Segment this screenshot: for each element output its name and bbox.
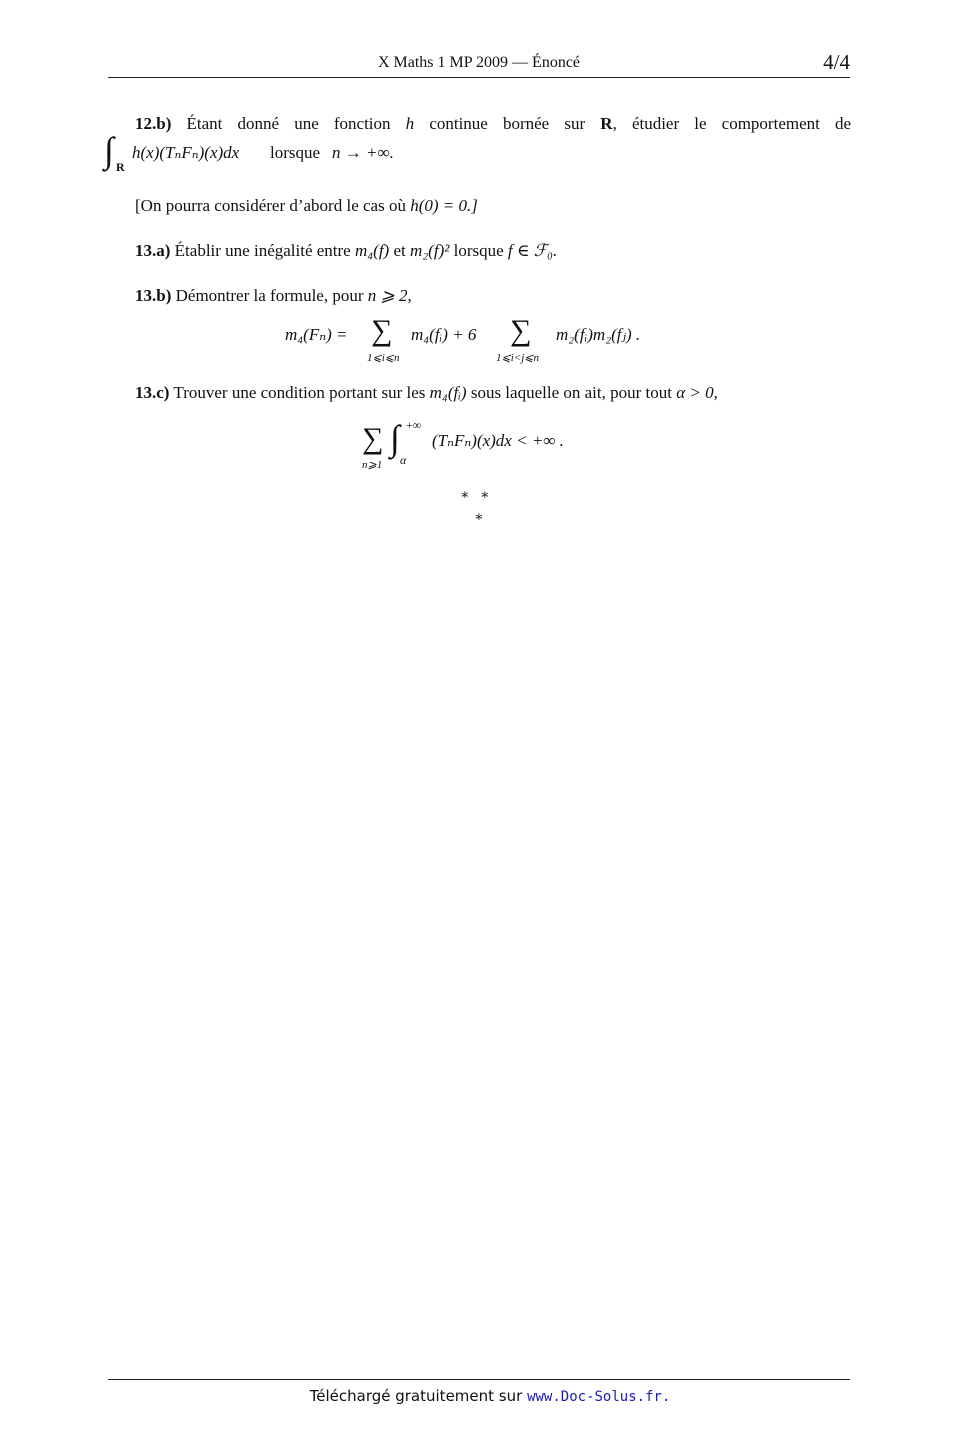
question-label: 13.b): [135, 286, 172, 305]
math-expr: f ∈ ℱ₀.: [507, 241, 558, 260]
formula-13c: [360, 418, 620, 474]
integrand: (TₙFₙ)(x)dx < +∞ .: [432, 431, 564, 450]
sum-limits: n⩾1: [362, 459, 383, 471]
sum-limits: 1⩽i<j⩽n: [496, 352, 539, 364]
question-label: 13.a): [135, 241, 171, 260]
ornament-star-bottom: ∗: [474, 510, 484, 525]
sum-limits: 1⩽i⩽n: [367, 352, 400, 364]
math-expr: m₂(f)²: [410, 241, 450, 260]
formula-term: m₂(fᵢ)m₂(fⱼ) .: [556, 325, 641, 344]
question-text: et: [393, 241, 406, 260]
question-text: Établir une inégalité entre: [174, 241, 351, 260]
footer-link[interactable]: www.Doc-Solus.fr: [527, 1389, 662, 1405]
question-text: Trouver une condition portant sur les: [173, 383, 426, 402]
integral-upper: +∞: [406, 418, 422, 432]
question-text: Démontrer la formule, pour: [175, 286, 364, 305]
formula-lhs: m₄(Fₙ) =: [285, 325, 348, 344]
question-12b-line2: [104, 132, 504, 176]
integral-lower: α: [400, 453, 407, 467]
question-text: sous laquelle on ait, pour tout: [470, 383, 672, 402]
question-13a: [135, 239, 557, 263]
math-set: R: [600, 114, 613, 133]
question-text: , étudier le comportement de: [612, 114, 852, 133]
math-var: h: [405, 114, 415, 133]
question-13b: [135, 284, 412, 308]
integral-sign: ∫: [104, 130, 114, 170]
question-label: 13.c): [135, 383, 170, 402]
question-label: 12.b): [135, 114, 172, 133]
math-expr: n ⩾ 2,: [367, 286, 412, 305]
question-text: lorsque: [453, 241, 504, 260]
hint-expr: h(0) = 0.]: [410, 196, 478, 215]
footer-text: Téléchargé gratuitement sur: [309, 1387, 523, 1405]
integral-sign: ∫: [390, 418, 400, 458]
question-text: continue bornée sur: [429, 114, 586, 133]
page-footer: [0, 1387, 980, 1405]
footer-period: .: [661, 1389, 671, 1405]
header-title: X Maths 1 MP 2009 — Énoncé: [377, 54, 581, 71]
question-text: Étant donné une fonction: [186, 114, 391, 133]
math-expr: m₄(f): [354, 241, 390, 260]
page-number: 4/4: [823, 50, 850, 74]
math-limit: n → +∞.: [332, 143, 394, 162]
hint-text: [On pourra considérer d’abord le cas où: [135, 196, 406, 215]
question-text: lorsque: [270, 143, 321, 162]
integral-subscript: R: [116, 160, 125, 174]
page-header: [108, 50, 850, 76]
integrand: h(x)(TₙFₙ)(x)dx: [132, 143, 240, 162]
sum-sign: ∑: [362, 422, 384, 455]
footer-rule: [108, 1379, 850, 1380]
sum-sign: ∑: [371, 314, 393, 347]
formula-13b: [285, 316, 685, 368]
sum-sign: ∑: [510, 314, 532, 347]
math-expr: α > 0,: [676, 383, 718, 402]
hint-paragraph: [135, 194, 478, 218]
formula-term: m₄(fᵢ) + 6: [411, 325, 477, 344]
question-13c: [135, 381, 718, 405]
header-rule: [108, 77, 850, 78]
math-expr: m₄(fᵢ): [429, 383, 467, 402]
ornament-stars-top: ∗ ∗: [460, 488, 490, 503]
